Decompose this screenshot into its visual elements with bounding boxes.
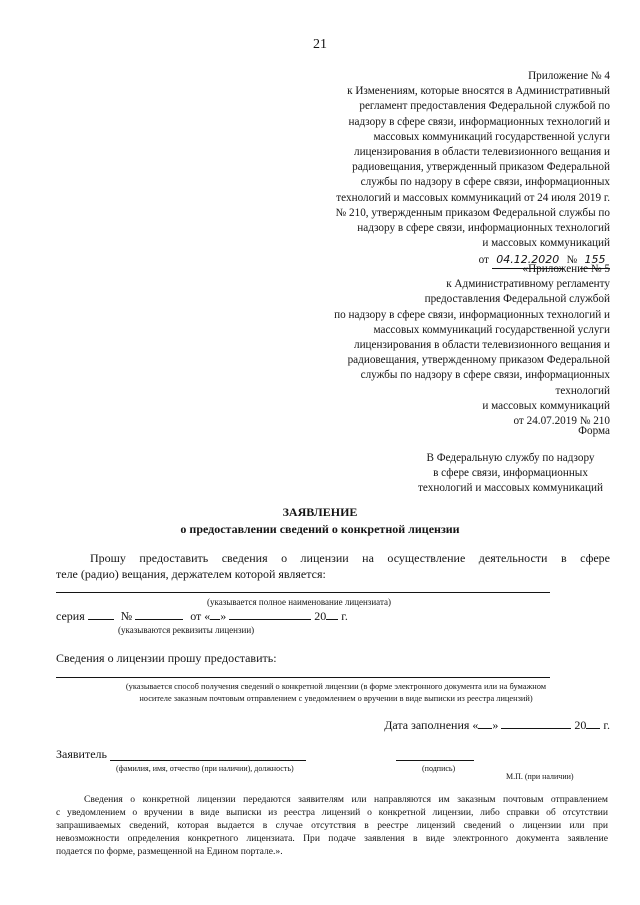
date-from-label: от « [190, 609, 211, 623]
annex4-line: к Изменениям, которые вносятся в Административный [347, 85, 610, 98]
form-label: Форма [578, 425, 610, 437]
addressee-line: технологий и массовых коммуникаций [418, 482, 603, 495]
annex5-line: радиовещания, утвержденному приказом Федеральной [347, 354, 610, 367]
year-prefix: 20 [314, 609, 327, 623]
footer-note-line: запрашиваемых сведений, которая выдается в случае отсутствия в реестре лицензий сведений о лицензии или при [56, 820, 608, 831]
annex5-title: «Приложение № 5 [522, 263, 610, 275]
date-quote-close: » [220, 609, 227, 623]
page-number: 21 [313, 37, 327, 52]
annex5-line: службы по надзору в сфере связи, информационных [360, 369, 610, 382]
provide-label: Сведения о лицензии прошу предоставить: [56, 651, 277, 665]
fill-month-field[interactable] [501, 716, 571, 729]
year-field[interactable] [326, 607, 338, 620]
annex5-line: и массовых коммуникаций [482, 399, 610, 412]
annex4-line: надзору в сфере связи, информационных технологий и [348, 115, 610, 128]
annex4-line: службы по надзору в сфере связи, информационных [360, 176, 610, 189]
footer-note [56, 793, 608, 858]
provide-caption [56, 681, 616, 705]
applicant-name-field[interactable] [110, 760, 306, 761]
annex5-block [290, 262, 610, 429]
annex4-line: технологий и массовых коммуникаций от 24 июля 2019 г. [336, 191, 610, 204]
annex5-line: по надзору в сфере связи, информационных технологий и [334, 308, 610, 321]
annex4-number-sign: № [566, 254, 578, 267]
fill-year-suffix: г. [603, 718, 610, 732]
licensee-caption: (указывается полное наименование лицензиата) [207, 597, 391, 607]
annex4-line: и массовых коммуникаций [482, 237, 610, 250]
annex5-line: к Административному регламенту [446, 278, 610, 291]
fill-day-field[interactable] [478, 716, 492, 729]
footer-note-line: с уведомлением о вручении в виде выписки из реестра лицензий о конкретной лицензии, либо справки об отсутствии [56, 807, 608, 818]
annex4-line: лицензирования в области телевизионного вещания и [353, 146, 610, 159]
annex4-line: № 210, утвержденным приказом Федеральной службы по [335, 206, 610, 219]
requisites-caption: (указываются реквизиты лицензии) [118, 625, 255, 635]
fill-date-label: Дата заполнения « [384, 718, 479, 732]
year-suffix: г. [341, 609, 348, 623]
document-title: ЗАЯВЛЕНИЕ [282, 505, 358, 519]
document-subtitle: о предоставлении сведений о конкретной лицензии [180, 522, 460, 536]
fill-year-prefix: 20 [574, 718, 587, 732]
signature-caption: (подпись) [422, 764, 456, 773]
footer-note-line: Сведения о конкретной лицензии передаются заявителям или направляются им заказным почтовым отправлением [84, 794, 608, 805]
annex4-line: массовых коммуникаций государственной услуги [373, 130, 610, 143]
addressee-line: В Федеральную службу по надзору [426, 452, 595, 464]
annex4-line: регламент предоставления Федеральной службой по [359, 100, 610, 113]
number-field[interactable] [135, 607, 183, 620]
annex4-line: надзору в сфере связи, информационных технологий [357, 222, 610, 235]
stamp-caption: М.П. (при наличии) [506, 772, 574, 781]
annex5-line: массовых коммуникаций государственной услуги [373, 323, 610, 336]
applicant-signature-field[interactable] [396, 760, 474, 761]
annex4-line: радиовещания, утвержденный приказом Федеральной [352, 161, 610, 174]
request-line-1: Прошу предоставить сведения о лицензии на осуществление деятельности в сфере [90, 551, 610, 565]
annex5-line: технологий [555, 384, 610, 397]
addressee-block [398, 451, 623, 497]
applicant-label: Заявитель [56, 747, 107, 761]
licensee-name-field[interactable] [56, 592, 550, 593]
applicant-name-caption: (фамилия, имя, отчество (при наличии), должность) [116, 764, 294, 773]
requisites-row [56, 607, 348, 625]
provide-caption-line: носителе заказным почтовым отправлением с уведомлением о вручении в виде выписки из реестра лицензий) [139, 694, 533, 703]
annex4-date-handwritten: 04.12.2020 [492, 252, 564, 268]
annex4-block [290, 69, 610, 269]
provide-method-field[interactable] [56, 677, 550, 678]
request-line-2: теле (радио) вещания, держателем которой является: [56, 567, 326, 581]
addressee-line: в сфере связи, информационных [433, 467, 588, 480]
day-field[interactable] [210, 607, 220, 620]
footer-note-line: подается по форме, размещенной на Едином портале.». [56, 846, 283, 857]
number-label: № [120, 609, 133, 623]
series-field[interactable] [88, 607, 114, 620]
fill-date-row [384, 716, 610, 734]
fill-year-field[interactable] [586, 716, 600, 729]
series-label: серия [56, 609, 85, 623]
annex5-line: от 24.07.2019 № 210 [513, 415, 610, 428]
annex5-line: лицензирования в области телевизионного вещания и [353, 339, 610, 352]
annex4-date-prefix: от [478, 254, 489, 267]
annex5-line: предоставления Федеральной службой [424, 293, 610, 306]
month-field[interactable] [229, 607, 311, 620]
annex4-title: Приложение № 4 [528, 70, 610, 82]
footer-note-line: невозможности определения конкретного лицензиата. При подаче заявления в виде электронного документа заявление [56, 833, 608, 844]
provide-caption-line: (указывается способ получения сведений о конкретной лицензии (в форме электронного документа или на бумажном [125, 682, 547, 691]
fill-quote-close: » [492, 718, 499, 732]
annex4-number-handwritten: 155 [580, 252, 610, 268]
